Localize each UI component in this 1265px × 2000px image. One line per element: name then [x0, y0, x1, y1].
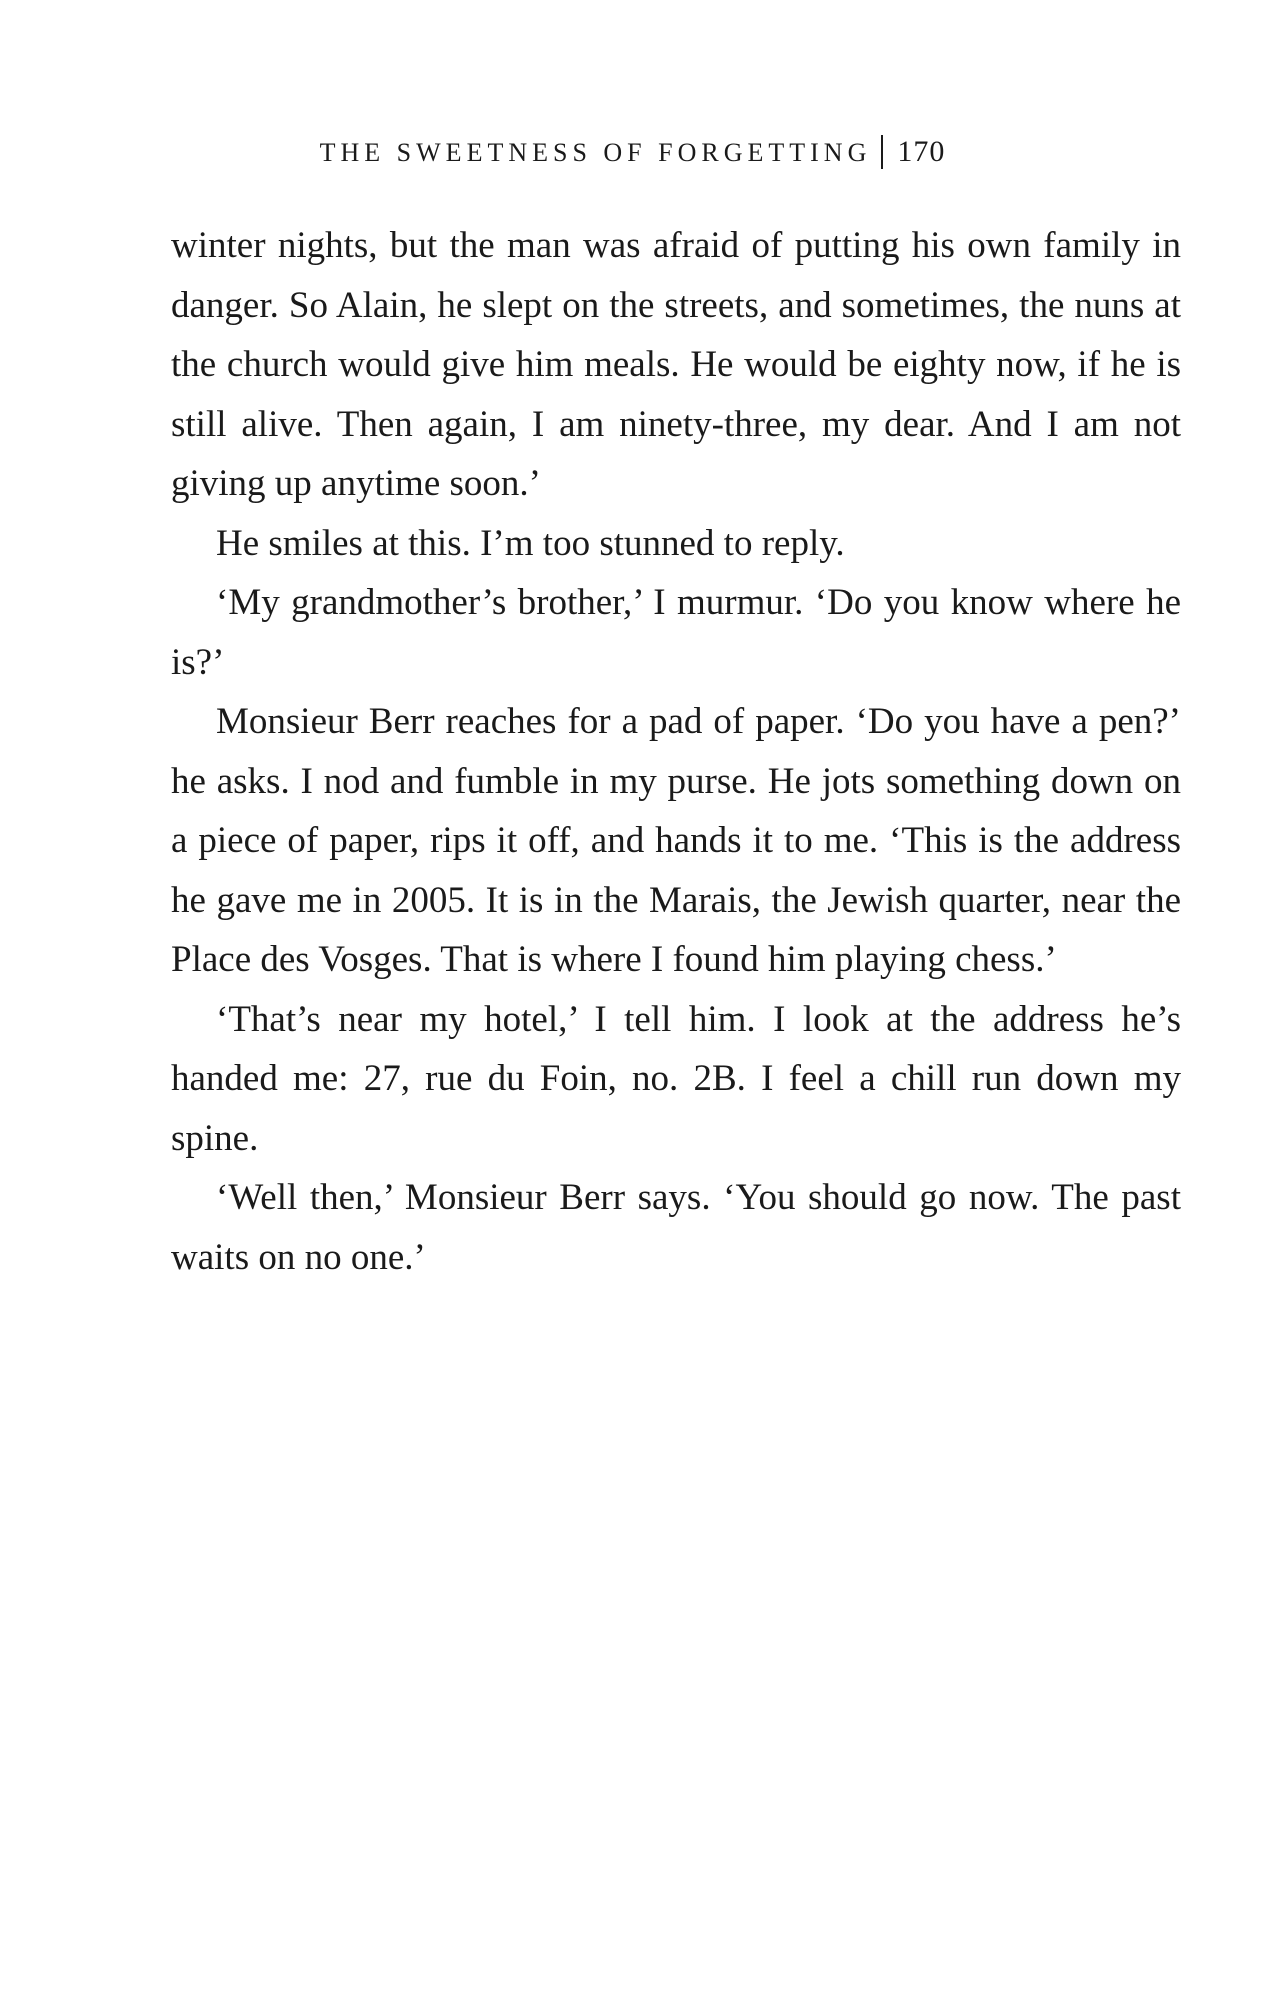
paragraph: He smiles at this. I’m too stunned to reply.: [216, 522, 845, 564]
header-separator: [881, 135, 883, 169]
paragraph: ‘That’s near my hotel,’ I tell him. I look at the address he’s handed me: 27, rue du Foin, no. 2B. I feel a chill run down my spine.: [171, 998, 1181, 1159]
paragraph: ‘Well then,’ Monsieur Berr says. ‘You should go now. The past waits on no one.’: [171, 1177, 1181, 1278]
running-head: [0, 132, 1265, 173]
paragraph-continued: winter nights, but the man was afraid of putting his own family in danger. So Alain, he slept on the streets, and sometimes, the nuns at the church would give him meals. He would be eighty now, if he is still alive. Then again, I am ninety-three, my dear. And I am not giving up anytime soon.’: [171, 225, 1181, 504]
book-title: THE SWEETNESS OF FORGETTING: [319, 138, 872, 167]
paragraph: ‘My grandmother’s brother,’ I murmur. ‘Do you know where he is?’: [171, 582, 1181, 683]
page-number: 170: [897, 135, 946, 168]
body-text: [171, 216, 1181, 1287]
paragraph: Monsieur Berr reaches for a pad of paper. ‘Do you have a pen?’ he asks. I nod and fumble in my purse. He jots something down on a piece of paper, rips it off, and hands it to me. ‘This is the address he gave me in 2005. It is in the Marais, the Jewish quarter, near the Place des Vosges. That is where I found him playing chess.’: [171, 701, 1181, 980]
